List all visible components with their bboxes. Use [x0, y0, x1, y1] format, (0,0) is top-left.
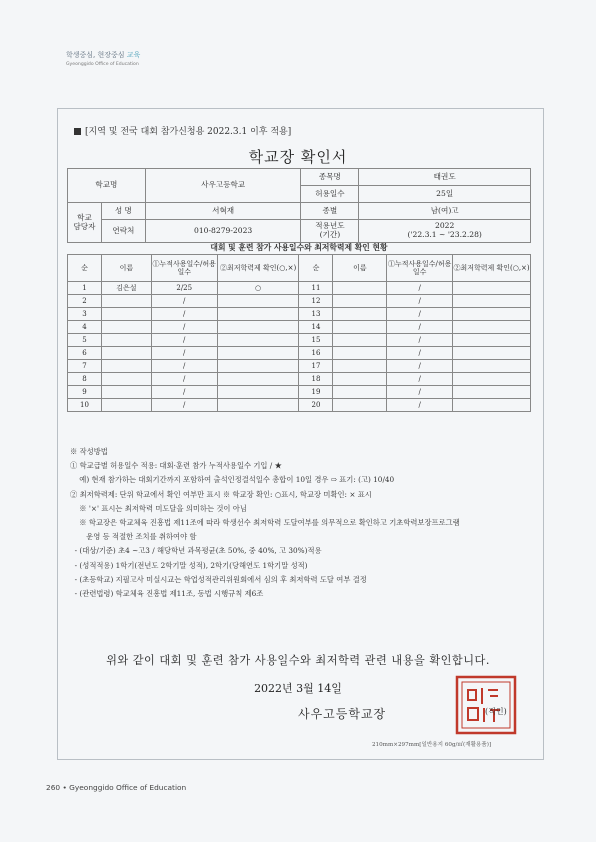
col-days-header: ①누적사용일수/허용일수 — [387, 255, 453, 282]
cell-name — [333, 334, 387, 347]
cell-check — [217, 347, 299, 360]
cell-days: / — [151, 295, 217, 308]
status-table-body — [68, 282, 531, 412]
note-line: ※ '×' 표시는 최저학력 미도달을 의미하는 것이 아님 — [70, 503, 247, 513]
cell-days: / — [387, 347, 453, 360]
cell-days: / — [387, 386, 453, 399]
sport-value: 태권도 — [359, 169, 531, 186]
cell-days: / — [387, 334, 453, 347]
school-seal-stamp — [454, 674, 520, 736]
note-line: ① 학교급별 허용일수 적용: 대회·훈련 참가 누적사용일수 기입 / ★ — [70, 461, 282, 471]
cell-check — [217, 308, 299, 321]
cell-check — [453, 282, 531, 295]
confirmation-statement: 위와 같이 대회 및 훈련 참가 사용일수와 최저학력 관련 내용을 확인합니다. — [106, 654, 490, 667]
paper-spec-footnote: 210mm×297mm[일반용지 60g/㎡(재활용품)] — [372, 742, 492, 748]
table-row — [68, 347, 531, 360]
contact-label: 연락처 — [101, 220, 145, 243]
cell-check — [453, 295, 531, 308]
cell-no: 12 — [299, 295, 333, 308]
cell-days: / — [387, 282, 453, 295]
cell-check — [453, 347, 531, 360]
cell-name — [333, 321, 387, 334]
cell-days: / — [151, 334, 217, 347]
seal-label: (직인) — [485, 707, 507, 716]
table-row — [68, 373, 531, 386]
name-label: 성 명 — [101, 203, 145, 220]
header-title-text: 학생중심, 현장중심 — [66, 51, 125, 59]
cell-name — [333, 308, 387, 321]
cell-name — [333, 347, 387, 360]
header-subtitle: Gyeonggido Office of Education — [66, 62, 139, 67]
cell-days: / — [387, 399, 453, 412]
note-line: - (성적적용) 1학기(전년도 2학기말 성적), 2학기(당해연도 1학기말 성적) — [70, 560, 308, 570]
cell-check: ○ — [217, 282, 299, 295]
cell-name — [101, 373, 151, 386]
cell-check — [453, 308, 531, 321]
cell-no: 13 — [299, 308, 333, 321]
cell-name — [101, 295, 151, 308]
col-name-header: 이름 — [101, 255, 151, 282]
school-value: 사우고등학교 — [145, 169, 301, 203]
note-line: ※ 학교장은 학교체육 진흥법 제11조에 따라 학생선수 최저학력 도달여부를 의무적으로 확인하고 기초학력보장프로그램 — [70, 518, 460, 528]
section-title: 대회 및 훈련 참가 사용일수와 최저학력제 확인 현황 — [210, 243, 388, 252]
cell-check — [217, 295, 299, 308]
col-no-header: 순 — [68, 255, 102, 282]
principal-signature: 사우고등학교장 — [298, 707, 387, 721]
status-table — [67, 254, 531, 412]
cell-no: 7 — [68, 360, 102, 373]
contact-value: 010-8279-2023 — [145, 220, 301, 243]
table-row — [68, 295, 531, 308]
cell-check — [453, 334, 531, 347]
cell-name — [333, 399, 387, 412]
table-row — [68, 308, 531, 321]
cell-no: 3 — [68, 308, 102, 321]
table-row — [68, 399, 531, 412]
sport-label: 종목명 — [301, 169, 359, 186]
cell-no: 4 — [68, 321, 102, 334]
document-title: 학교장 확인서 — [248, 148, 348, 166]
writing-instructions — [70, 445, 540, 601]
cell-no: 19 — [299, 386, 333, 399]
cell-name — [101, 386, 151, 399]
cell-no: 17 — [299, 360, 333, 373]
info-table — [67, 168, 531, 243]
bracket-note-text: [지역 및 전국 대회 참가신청용 2022.3.1 이후 적용] — [85, 127, 292, 137]
col-days-header: ①누적사용일수/허용일수 — [151, 255, 217, 282]
cell-name — [101, 321, 151, 334]
cell-check — [217, 399, 299, 412]
cell-days: / — [151, 321, 217, 334]
cell-days: / — [387, 373, 453, 386]
note-line: - (관련법령) 학교체육 진흥법 제11조, 동법 시행규칙 제6조 — [70, 589, 264, 599]
cell-no: 1 — [68, 282, 102, 295]
cell-check — [217, 373, 299, 386]
table-row — [68, 282, 531, 295]
bracket-note — [74, 124, 291, 137]
cell-days: / — [151, 399, 217, 412]
cell-name — [101, 360, 151, 373]
cell-check — [217, 334, 299, 347]
cell-name — [101, 399, 151, 412]
cell-days: / — [151, 360, 217, 373]
cell-days: / — [387, 295, 453, 308]
cell-days: / — [387, 321, 453, 334]
cell-no: 18 — [299, 373, 333, 386]
cell-check — [453, 373, 531, 386]
cell-check — [453, 360, 531, 373]
cell-check — [453, 399, 531, 412]
page-header — [66, 50, 140, 67]
cell-days: / — [387, 360, 453, 373]
cell-no: 16 — [299, 347, 333, 360]
cell-name — [333, 373, 387, 386]
cell-days: / — [151, 373, 217, 386]
cell-name — [101, 308, 151, 321]
note-line: 예) 현재 참가하는 대회기간까지 포함하여 출석인정결석일수 총합이 10일 경우 ⇨ 표기: (고) 10/40 — [70, 475, 395, 485]
cell-days: / — [151, 386, 217, 399]
table-row — [68, 386, 531, 399]
cell-no: 9 — [68, 386, 102, 399]
cell-no: 20 — [299, 399, 333, 412]
cell-days: / — [387, 308, 453, 321]
cell-no: 5 — [68, 334, 102, 347]
cell-no: 8 — [68, 373, 102, 386]
note-line: 운영 등 적절한 조치를 취하여야 함 — [70, 532, 197, 542]
header-title — [66, 50, 140, 60]
cell-name: 김은설 — [101, 282, 151, 295]
cell-name — [333, 386, 387, 399]
cell-check — [217, 386, 299, 399]
cell-no: 2 — [68, 295, 102, 308]
cell-check — [453, 321, 531, 334]
cell-no: 6 — [68, 347, 102, 360]
cell-no: 10 — [68, 399, 102, 412]
note-line: - (초등학교) 지필고사 미실시교는 학업성적관리위원회에서 심의 후 최저학력 도달 여부 결정 — [70, 574, 367, 584]
cell-check — [217, 360, 299, 373]
cell-name — [333, 295, 387, 308]
year-value: 2022 ('22.3.1 ~ '23.2.28) — [359, 220, 531, 243]
allowed-days-value: 25일 — [359, 186, 531, 203]
table-row — [68, 360, 531, 373]
col-check-header: ②최저학력제 확인(○,×) — [217, 255, 299, 282]
table-row — [68, 334, 531, 347]
gender-label: 종별 — [301, 203, 359, 220]
note-line: ※ 작성방법 — [70, 447, 108, 456]
manager-label: 학교 담당자 — [68, 203, 102, 243]
confirmation-date: 2022년 3월 14일 — [254, 682, 342, 695]
header-title-accent: 교육 — [126, 51, 141, 59]
page-number: 260 • Gyeonggido Office of Education — [46, 783, 187, 792]
note-line: - (대상/기준) 초4 ~고3 / 해당학년 과목평균(초 50%, 중 40%, 고 30%)적용 — [70, 546, 322, 556]
school-label: 학교명 — [68, 169, 146, 203]
col-no-header: 순 — [299, 255, 333, 282]
cell-check — [453, 386, 531, 399]
cell-name — [333, 360, 387, 373]
table-row — [68, 321, 531, 334]
cell-days: / — [151, 347, 217, 360]
year-label: 적용년도 (기간) — [301, 220, 359, 243]
name-value: 서혁재 — [145, 203, 301, 220]
cell-check — [217, 321, 299, 334]
col-name-header: 이름 — [333, 255, 387, 282]
note-line: ② 최저학력제: 단위 학교에서 확인 여부만 표시 ※ 학교장 확인: ○표시, 학교장 미확인: × 표시 — [70, 489, 372, 499]
cell-no: 14 — [299, 321, 333, 334]
gender-value: 남(여)고 — [359, 203, 531, 220]
allowed-days-label: 허용일수 — [301, 186, 359, 203]
cell-days: / — [151, 308, 217, 321]
cell-days: 2/25 — [151, 282, 217, 295]
cell-name — [101, 334, 151, 347]
cell-name — [101, 347, 151, 360]
cell-name — [333, 282, 387, 295]
cell-no: 15 — [299, 334, 333, 347]
cell-no: 11 — [299, 282, 333, 295]
col-check-header: ②최저학력제 확인(○,×) — [453, 255, 531, 282]
square-bullet-icon — [74, 128, 81, 135]
